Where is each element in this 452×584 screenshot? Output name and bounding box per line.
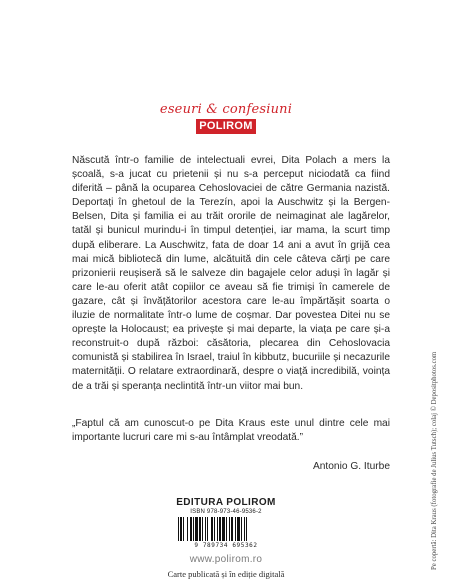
polirom-logo: POLIROM xyxy=(196,119,256,134)
publisher-website: www.polirom.ro xyxy=(189,554,263,565)
book-description: Născută într-o familie de intelectuali evrei, Dita Polach a mers la școală, s-a jucat cu prietenii și nu s-a perceput niciodată ca fiind diferită – până la ocuparea Cehoslovaciei de către Germania nazistă. Deportați în ghetoul de la Terezín, apoi la Auschwitz și la Bergen-Belsen, Dita și familia ei au trăit ororile de neimaginat ale lagărelor, tatăl și bunicul murindu-i în timpul detenției, iar mama, la scurt timp după eliberare. La Auschwitz, fata de doar 14 ani a avut în grijă cea mai mică bibliotecă din lume, alcătuită din cele câteva cărți pe care prizonierii reușiseră să le salveze din bagajele celor aduși în lagăr și care le-au oferit atât copiilor ce aveau să fie trimiși în camerele de gazare, cât și învățătorilor acestora care le-au împărtășit soarta o iluzie de normalitate într-o lume de coșmar. Dar povestea Ditei nu se oprește la Holocaust; ea privește și mai departe, la viața pe care și-a reconstruit-o după război: căsătoria, plecarea din Cehoslovacia comunistă și stabilirea în Israel, traiul în kibbutz, bucuriile și necazurile maternității. O relatare extraordinară, despre o viață incredibilă, voința de a trăi și speranța neclintită într-un viitor mai bun. xyxy=(72,155,390,392)
testimonial-author: Antonio G. Iturbe xyxy=(312,461,390,472)
publisher-name: EDITURA POLIROM xyxy=(176,497,276,508)
barcode-icon xyxy=(178,517,274,541)
isbn-number: ISBN 978-973-46-9536-2 xyxy=(190,509,262,515)
isbn-barcode xyxy=(170,509,282,551)
series-title: eseuri & confesiuni xyxy=(159,102,293,117)
cover-credit: Pe copertă: Dita Kraus (fotografie de Julius Tutsch); colaj © Depositphotos.com xyxy=(431,351,438,570)
digital-edition-note: Carte publicată și în ediție digitală xyxy=(167,569,285,579)
barcode-digits: 9 789734 695362 xyxy=(194,542,258,549)
testimonial-quote: „Faptul că am cunoscut-o pe Dita Kraus este unul dintre cele mai importante lucruri care mi s-au întâmplat vreodată.” xyxy=(72,418,390,444)
